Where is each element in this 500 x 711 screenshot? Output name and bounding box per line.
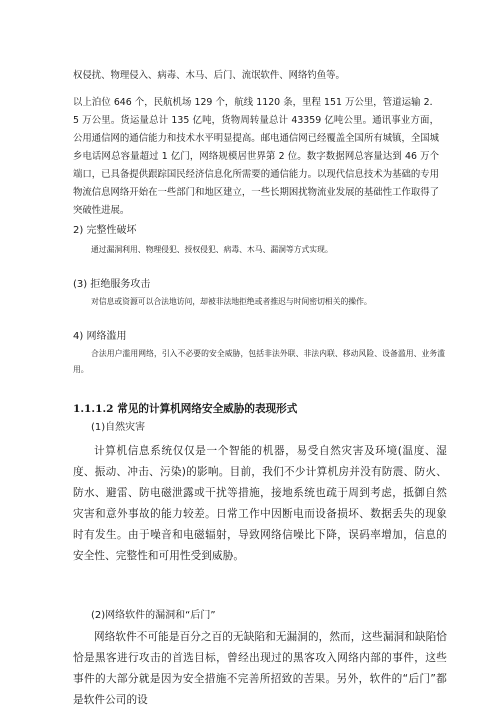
item-heading-integrity: 2) 完整性破坏 <box>73 225 137 236</box>
subsection-title-natural-disasters: (1)自然灾害 <box>91 422 146 433</box>
item-text-abuse: 合法用户滥用网络，引入不必要的安全威胁，包括非法外联、非法内联、移动风险、设备滥用、业务滥用。 <box>73 349 445 374</box>
section-title: 1.1.1.2 常见的计算机网络安全威胁的表现形式 <box>73 403 298 415</box>
item-text-dos: 对信息或资源可以合法地访问，却被非法地拒绝或者推迟与时间密切相关的操作。 <box>91 297 372 306</box>
software-backdoors-paragraph: 网络软件不可能是百分之百的无缺陷和无漏洞的，然而，这些漏洞和缺陷恰恰是黑客进行攻击的首选目标，曾经出现过的黑客攻入网络内部的事件，这些事件的大部分就是因为安全措施不完善所招致的苦果。另外，软件的“后门”都是软件公司的设 <box>73 631 447 706</box>
item-text-integrity: 通过漏洞利用、物理侵犯、授权侵犯、病毒、木马、漏洞等方式实现。 <box>91 245 333 254</box>
natural-disasters-paragraph: 计算机信息系统仅仅是一个智能的机器，易受自然灾害及环境(温度、湿度、振动、冲击、污染)的影响。目前，我们不少计算机房并没有防震、防火、防水、避雷、防电磁泄露或干扰等措施，接地系统也疏于周到考虑，抵御自然灾害和意外事故的能力较差。日常工作中因断电而设备损坏、数据丢失的现象时有发生。由于噪音和电磁辐射，导致网络信噪比下降，误码率增加，信息的安全性、完整性和可用性受到威胁。 <box>73 445 447 562</box>
subsection-title-software-backdoors: (2)网络软件的漏洞和“后门” <box>91 610 216 621</box>
item-heading-abuse: 4) 网络滥用 <box>73 331 127 342</box>
intro-paragraph: 以上泊位 646 个，民航机场 129 个，航线 1120 条，里程 151 万公里，管道运输 2．5 万公里。货运量总计 135 亿吨，货物周转量总计 43359 亿吨公里。通讯事业方面，公用通信网的通信能力和技术水平明显提高。邮电通信网已经覆盖全国所有城镇，全国城乡电话网总容量超过 1 亿门，网络规模居世界第 2 位。数字数据网总容量达到 46 万个端口，已具备提供跟踪国民经济信息化所需要的通信能力。以现代信息技术为基础的专用物流信息网络开始在一些部门和地区建立，一些长期困扰物流业发展的基础性工作取得了突破性进展。 <box>73 97 439 216</box>
intro-line: 权侵扰、物理侵入、病毒、木马、后门、流氓软件、网络钓鱼等。 <box>73 70 345 81</box>
item-heading-dos: (3) 拒绝服务攻击 <box>73 279 151 290</box>
